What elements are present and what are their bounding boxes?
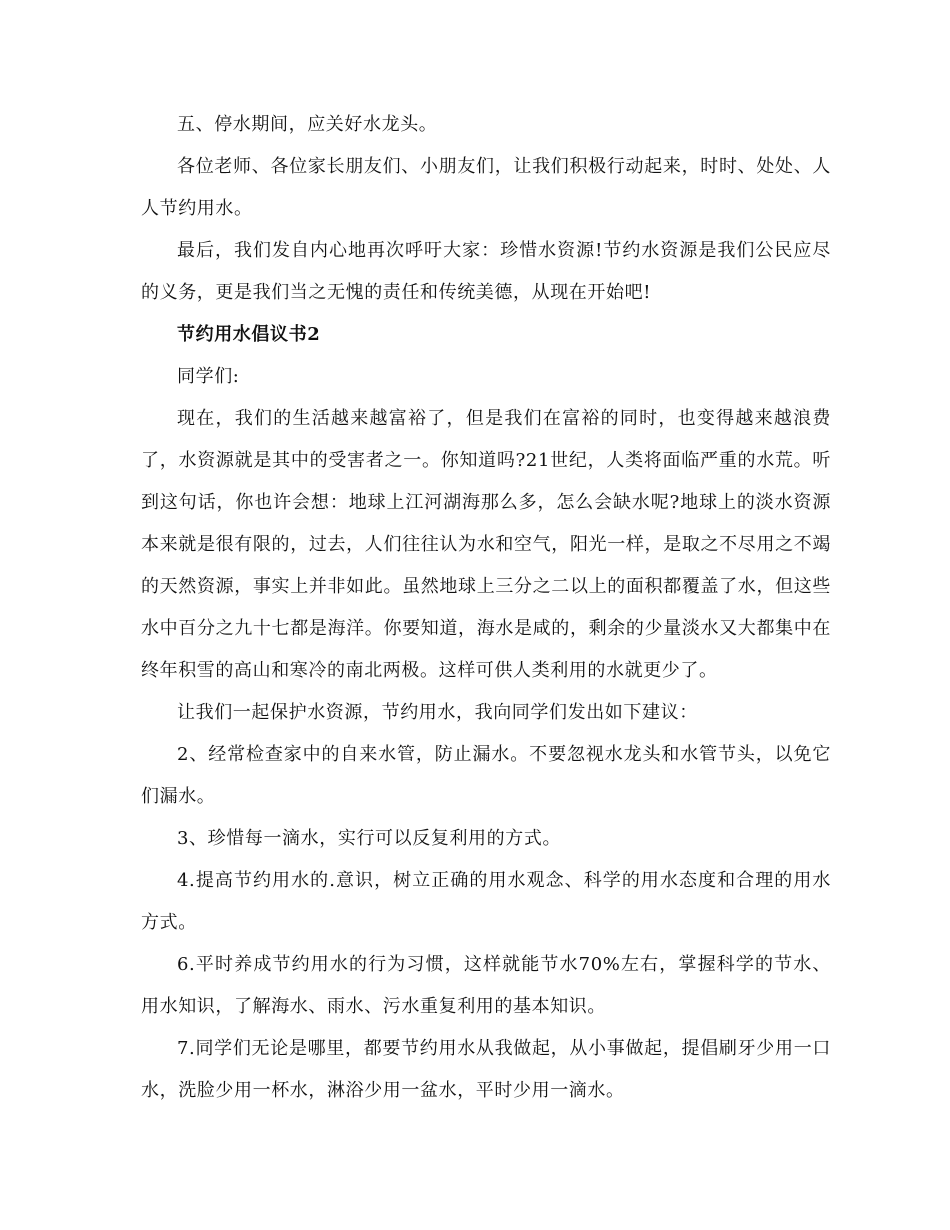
list-item-4: 4.提高节约用水的.意识，树立正确的用水观念、科学的用水态度和合理的用水方式。 xyxy=(141,870,831,933)
paragraph-closing: 最后，我们发自内心地再次呼吁大家：珍惜水资源!节约水资源是我们公民应尽的义务，更是我们当之无愧的责任和传统美德，从现在开始吧! xyxy=(141,240,831,303)
list-item-3: 3、珍惜每一滴水，实行可以反复利用的方式。 xyxy=(177,828,562,849)
paragraph-call-to-action: 各位老师、各位家长朋友们、小朋友们，让我们积极行动起来，时时、处处、人人节约用水。 xyxy=(141,156,831,219)
section-heading: 节约用水倡议书2 xyxy=(177,324,321,345)
list-item-7: 7.同学们无论是哪里，都要节约用水从我做起，从小事做起，提倡刷牙少用一口水，洗脸少用一杯水，淋浴少用一盆水，平时少用一滴水。 xyxy=(141,1038,831,1101)
paragraph-stop-water: 五、停水期间，应关好水龙头。 xyxy=(177,114,438,135)
paragraph-water-crisis: 现在，我们的生活越来越富裕了，但是我们在富裕的同时，也变得越来越浪费了，水资源就是其中的受害者之一。你知道吗?21世纪，人类将面临严重的水荒。听到这句话，你也许会想：地球上江河湖海那么多，怎么会缺水呢?地球上的淡水资源本来就是很有限的，过去，人们往往认为水和空气，阳光一样，是取之不尽用之不竭的天然资源，事实上并非如此。虽然地球上三分之二以上的面积都覆盖了水，但这些水中百分之九十七都是海洋。你要知道，海水是咸的，剩余的少量淡水又大都集中在终年积雪的高山和寒冷的南北两极。这样可供人类利用的水就更少了。 xyxy=(141,408,831,681)
paragraph-salutation: 同学们: xyxy=(177,366,240,387)
list-item-6: 6.平时养成节约用水的行为习惯，这样就能节水70%左右，掌握科学的节水、用水知识，了解海水、雨水、污水重复利用的基本知识。 xyxy=(141,954,831,1017)
list-item-2: 2、经常检查家中的自来水管，防止漏水。不要忽视水龙头和水管节头，以免它们漏水。 xyxy=(141,744,831,807)
paragraph-suggestions-intro: 让我们一起保护水资源，节约用水，我向同学们发出如下建议： xyxy=(177,702,698,723)
